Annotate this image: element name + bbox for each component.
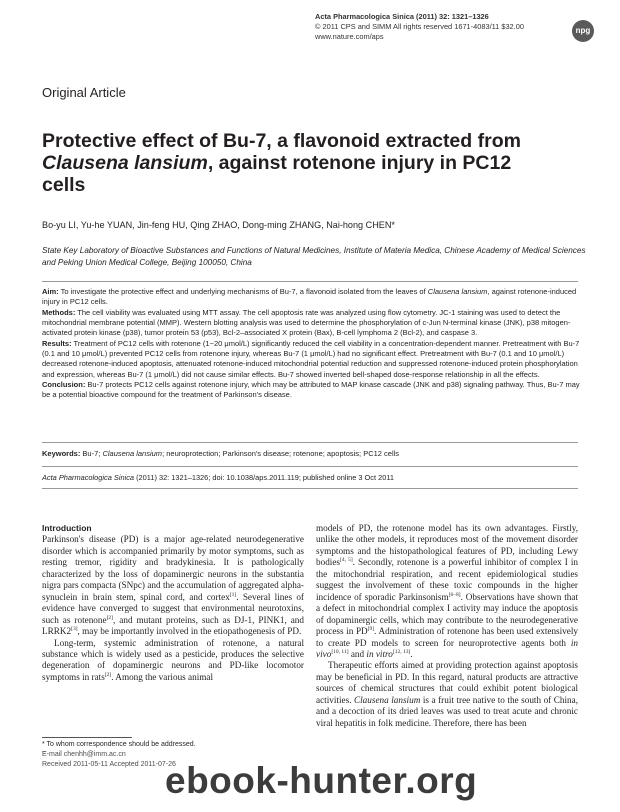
intro-paragraph-4 xyxy=(316,660,578,729)
p1-text-c: , and mutant proteins, such as DJ-1, PINK1, and LRRK2 xyxy=(42,614,304,637)
conclusion-text: Bu-7 protects PC12 cells against rotenone injury, which may be attributed to MAP kinase cascade (JNK and p38) signaling pathway. Thus, Bu-7 may be a potential bioactive compound for the treatment of Parkinson's disease. xyxy=(42,380,580,400)
npg-logo: npg xyxy=(572,20,594,42)
aim-text-end: , against rotenone-induced injury in PC12 cells. xyxy=(42,287,577,307)
title-species: Clausena lansium xyxy=(42,152,208,174)
citation xyxy=(42,473,582,483)
ref-2[interactable]: [2] xyxy=(106,614,113,621)
r2-text-b: is a fruit tree native to the south of China, and a decoction of its dried leaves was used to treat acute and chronic viral hepatitis in folk medicine. Therefore, there has been xyxy=(316,694,579,728)
r1-text: models of PD, the rotenone model has its own advantages. Firstly, unlike the other models, it reproduces most of the movement disorder symptoms and the histopathological features of PD, including Lewy bodies xyxy=(316,523,578,568)
received-dates: Received 2011-05-11 Accepted 2011-07-26 xyxy=(42,761,176,768)
citation-rule xyxy=(42,488,578,489)
citation-journal: Acta Pharmacologica Sinica xyxy=(42,473,135,482)
aim-species: Clausena lansium xyxy=(427,287,488,296)
intro-heading: Introduction xyxy=(42,523,92,533)
abstract-top-rule xyxy=(42,281,578,282)
abstract-bottom-rule xyxy=(42,442,578,443)
p1-text: Parkinson's disease (PD) is a major age-related neurodegenerative disorder which is accompanied primarily by motor symptoms, such as resting tremor, rigidity and bradykinesia. It is pathologically characterized by the loss of dopaminergic neurons in the substantia nigra pars compacta (SNpc) and the accumulation of aggregated alpha-synuclein in brain stem, spinal cord, and cortex xyxy=(42,534,304,602)
results-label: Results: xyxy=(42,338,72,348)
footnote-rule xyxy=(42,737,132,738)
methods-label: Methods: xyxy=(42,307,76,317)
copyright-line: © 2011 CPS and SIMM All rights reserved 1671-4083/11 $32.00 xyxy=(315,22,524,31)
abstract xyxy=(42,287,582,401)
author-list: Bo-yu LI, Yu-he YUAN, Jin-feng HU, Qing ZHAO, Dong-ming ZHANG, Nai-hong CHEN* xyxy=(42,220,395,230)
watermark: ebook-hunter.org xyxy=(165,760,478,801)
p1-text-d: , may be importantly involved in the etiopathogenesis of PD. xyxy=(77,626,302,637)
body-column-left xyxy=(42,523,304,683)
r1-and: and xyxy=(348,648,367,659)
intro-paragraph-1 xyxy=(42,534,304,637)
ref-4-5[interactable]: [4, 5] xyxy=(340,557,353,564)
body-column-right xyxy=(316,523,578,729)
p2-text-b: . Among the various animal xyxy=(111,671,214,682)
r1-text-e: . xyxy=(410,648,413,659)
journal-header xyxy=(315,12,565,42)
keywords-text-end: ; neuroprotection; Parkinson's disease; rotenone; apoptosis; PC12 cells xyxy=(162,449,400,458)
affiliation: State Key Laboratory of Bioactive Substances and Functions of Natural Medicines, Institute of Materia Medica, Chinese Academy of Medical Sciences and Peking Union Medical College, Beijing 100050, China xyxy=(42,246,586,267)
ref-10-11[interactable]: [10, 11] xyxy=(331,648,349,655)
correspondence-email[interactable]: E-mail chenhh@imm.ac.cn xyxy=(42,751,126,758)
p2-text: Long-term, systemic administration of rotenone, a natural substance which is widely used as a pesticide, produces the selective degeneration of dopaminergic neurons and PD-like locomotor symptoms in rats xyxy=(42,637,304,682)
article-title xyxy=(42,130,582,196)
keywords-species: Clausena lansium xyxy=(102,449,163,458)
keywords-text: Bu-7; xyxy=(80,449,103,458)
methods-text: The cell viability was evaluated using MTT assay. The cell apoptosis rate was analyzed using flow cytometry. JC-1 staining was used to detect the mitochondrial membrane potential (MMP). Western blotting analysis was used to determine the phosphorylation of c-Jun N-terminal kinase (JNK), p38 mitogen-activated protein kinase (p38), tumor protein 53 (p53), Bcl-2–associated X protein (Bax), B-cell lymphoma 2 (Bcl-2), and caspase 3. xyxy=(42,307,571,338)
intro-paragraph-3 xyxy=(316,523,578,660)
r1-text-c: . Observations have shown that a defect in mitochondrial complex I activity may induce the apoptosis of dopaminergic cells, which may contribute to the neurodegenerative process in PD xyxy=(316,591,579,637)
p1-text-b: . Several lines of evidence have converged to suggest that environmental neurotoxins, such as rotenone xyxy=(42,591,304,625)
keywords-label: Keywords: xyxy=(42,449,81,458)
ref-6-8[interactable]: [6–8] xyxy=(448,591,461,598)
journal-url: www.nature.com/aps xyxy=(315,32,384,41)
in-vivo: in vivo xyxy=(316,637,578,659)
ref-12-13[interactable]: [12, 13] xyxy=(392,648,411,655)
ref-3[interactable]: [3] xyxy=(71,626,78,633)
r1-text-d: . Administration of rotenone has been used extensively to create PD models to screen for neuroprotective agents both xyxy=(316,626,578,648)
aim-text: To investigate the protective effect and underlying mechanisms of Bu-7, a flavonoid isolated from the leaves of xyxy=(58,287,428,296)
abstract-conclusion xyxy=(42,380,582,401)
abstract-aim xyxy=(42,287,582,308)
article-type: Original Article xyxy=(42,85,126,100)
intro-paragraph-2 xyxy=(42,638,304,684)
title-part2: , against rotenone injury in PC12 xyxy=(207,152,512,174)
title-part1: Protective effect of Bu-7, a flavonoid extracted from xyxy=(42,130,521,152)
r2-text: Therapeutic efforts aimed at providing protection against apoptosis may be beneficial in PD. In this regard, natural products are attractive sources of chemical structures that could exhibit potent biological activities. xyxy=(316,660,578,705)
keywords-rule xyxy=(42,466,578,467)
in-vitro: in vitro xyxy=(366,648,393,659)
ref-2b[interactable]: [2] xyxy=(104,671,112,678)
ref-9[interactable]: [9] xyxy=(367,626,375,633)
abstract-methods xyxy=(42,308,582,339)
r1-text-b: . Secondly, rotenone is a powerful inhibitor of complex I in the mitochondrial respiration, and recent epidemiological studies suggest the involvement of these toxic compounds in the higher incidence of sporadic Parkinsonism xyxy=(316,557,578,602)
citation-rest: (2011) 32: 1321–1326; doi: 10.1038/aps.2011.119; published online 3 Oct 2011 xyxy=(134,473,394,482)
r2-species: Clausena lansium xyxy=(354,694,421,705)
conclusion-label: Conclusion: xyxy=(42,380,86,390)
aim-label: Aim: xyxy=(42,287,59,296)
journal-line: Acta Pharmacologica Sinica (2011) 32: 1321–1326 xyxy=(315,12,489,21)
abstract-results xyxy=(42,339,582,380)
title-part3: cells xyxy=(42,174,86,196)
results-text: Treatment of PC12 cells with rotenone (1~20 μmol/L) significantly reduced the cell viability in a concentration-dependent manner. Pretreatment with Bu-7 (0.1 and 10 μmol/L) prevented PC12 cells from rotenone injury, whereas Bu-7 (1 μmol/L) had no significant effect. Pretreatment with Bu-7 (0.1 and 10 μmol/L) decreased rotenone-induced apoptosis, attenuated rotenone-induced mitochondrial potential reduction and suppressed rotenone-induced protein phosphorylation and expression, whereas Bu-7 (1 μmol/L) did not cause similar effects. Bu-7 showed inverted bell-shaped dose-response relationship in all the effects. xyxy=(42,338,580,379)
ref-1[interactable]: [1] xyxy=(229,591,237,598)
correspondence-note: * To whom correspondence should be addressed. xyxy=(42,741,196,748)
keywords xyxy=(42,449,582,459)
